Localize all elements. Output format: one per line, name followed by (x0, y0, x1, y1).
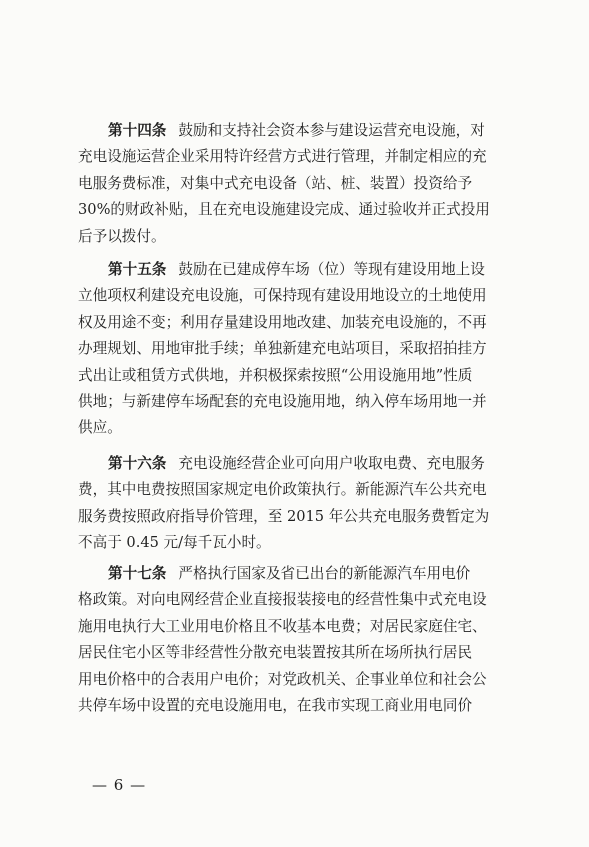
article-line: 后予以拨付。 (78, 227, 166, 245)
article-number: 第十七条 (108, 565, 167, 582)
article-text: 鼓励和支持社会资本参与建设运营充电设施，对 (178, 122, 485, 139)
article-line: 30%的财政补贴，且在充电设施建设完成、通过验收并正式投用 (78, 201, 490, 219)
article-line: 电服务费标准，对集中式充电设备（站、桩、装置）投资给予 (78, 174, 473, 192)
article-line: 充电设施运营企业采用特许经营方式进行管理，并制定相应的充 (78, 148, 487, 166)
article-first-line (78, 451, 518, 477)
article-text: 鼓励在已建成停车场（位）等现有建设用地上设 (178, 261, 485, 278)
article-number: 第十五条 (108, 261, 167, 278)
article-line: 供应。 (78, 419, 122, 437)
article-line: 施用电执行大工业用电价格且不收基本电费；对居民家庭住宅、 (78, 617, 487, 635)
article-line: 用电价格中的合表用户电价；对党政机关、企事业单位和社会公 (78, 670, 487, 688)
article-first-line (78, 257, 518, 283)
article-15 (78, 257, 518, 442)
article-line: 格政策。对向电网经营企业直接报装接电的经营性集中式充电设 (78, 591, 487, 609)
article-line: 权及用途不变；利用存量建设用地改建、加装充电设施的，不再 (78, 313, 487, 331)
article-line: 居民住宅小区等非经营性分散充电装置按其所在场所执行居民 (78, 644, 473, 662)
article-number: 第十六条 (108, 455, 167, 472)
article-line: 式出让或租赁方式供地，并积极探索按照“公用设施用地”性质 (78, 366, 473, 384)
article-16 (78, 451, 518, 557)
article-number: 第十四条 (108, 122, 167, 139)
page-number: — 6 — (92, 776, 147, 794)
article-first-line (78, 118, 518, 144)
article-text: 充电设施经营企业可向用户收取电费、充电服务 (178, 455, 485, 472)
article-line: 共停车场中设置的充电设施用电，在我市实现工商业用电同价 (78, 697, 473, 715)
article-line: 费，其中电费按照国家规定电价政策执行。新能源汽车公共充电 (78, 481, 487, 499)
article-line: 服务费按照政府指导价管理，至 2015 年公共充电服务费暂定为 (78, 507, 490, 525)
article-line: 供地；与新建停车场配套的充电设施用地，纳入停车场用地一并 (78, 393, 487, 411)
article-17 (78, 561, 518, 719)
article-line: 立他项权利建设充电设施，可保持现有建设用地设立的土地使用 (78, 287, 487, 305)
article-first-line (78, 561, 518, 587)
article-line: 办理规划、用地审批手续；单独新建充电站项目，采取招拍挂方 (78, 340, 487, 358)
article-line: 不高于 0.45 元/每千瓦小时。 (78, 534, 271, 552)
article-14 (78, 118, 518, 250)
article-text: 严格执行国家及省已出台的新能源汽车用电价 (178, 565, 471, 582)
